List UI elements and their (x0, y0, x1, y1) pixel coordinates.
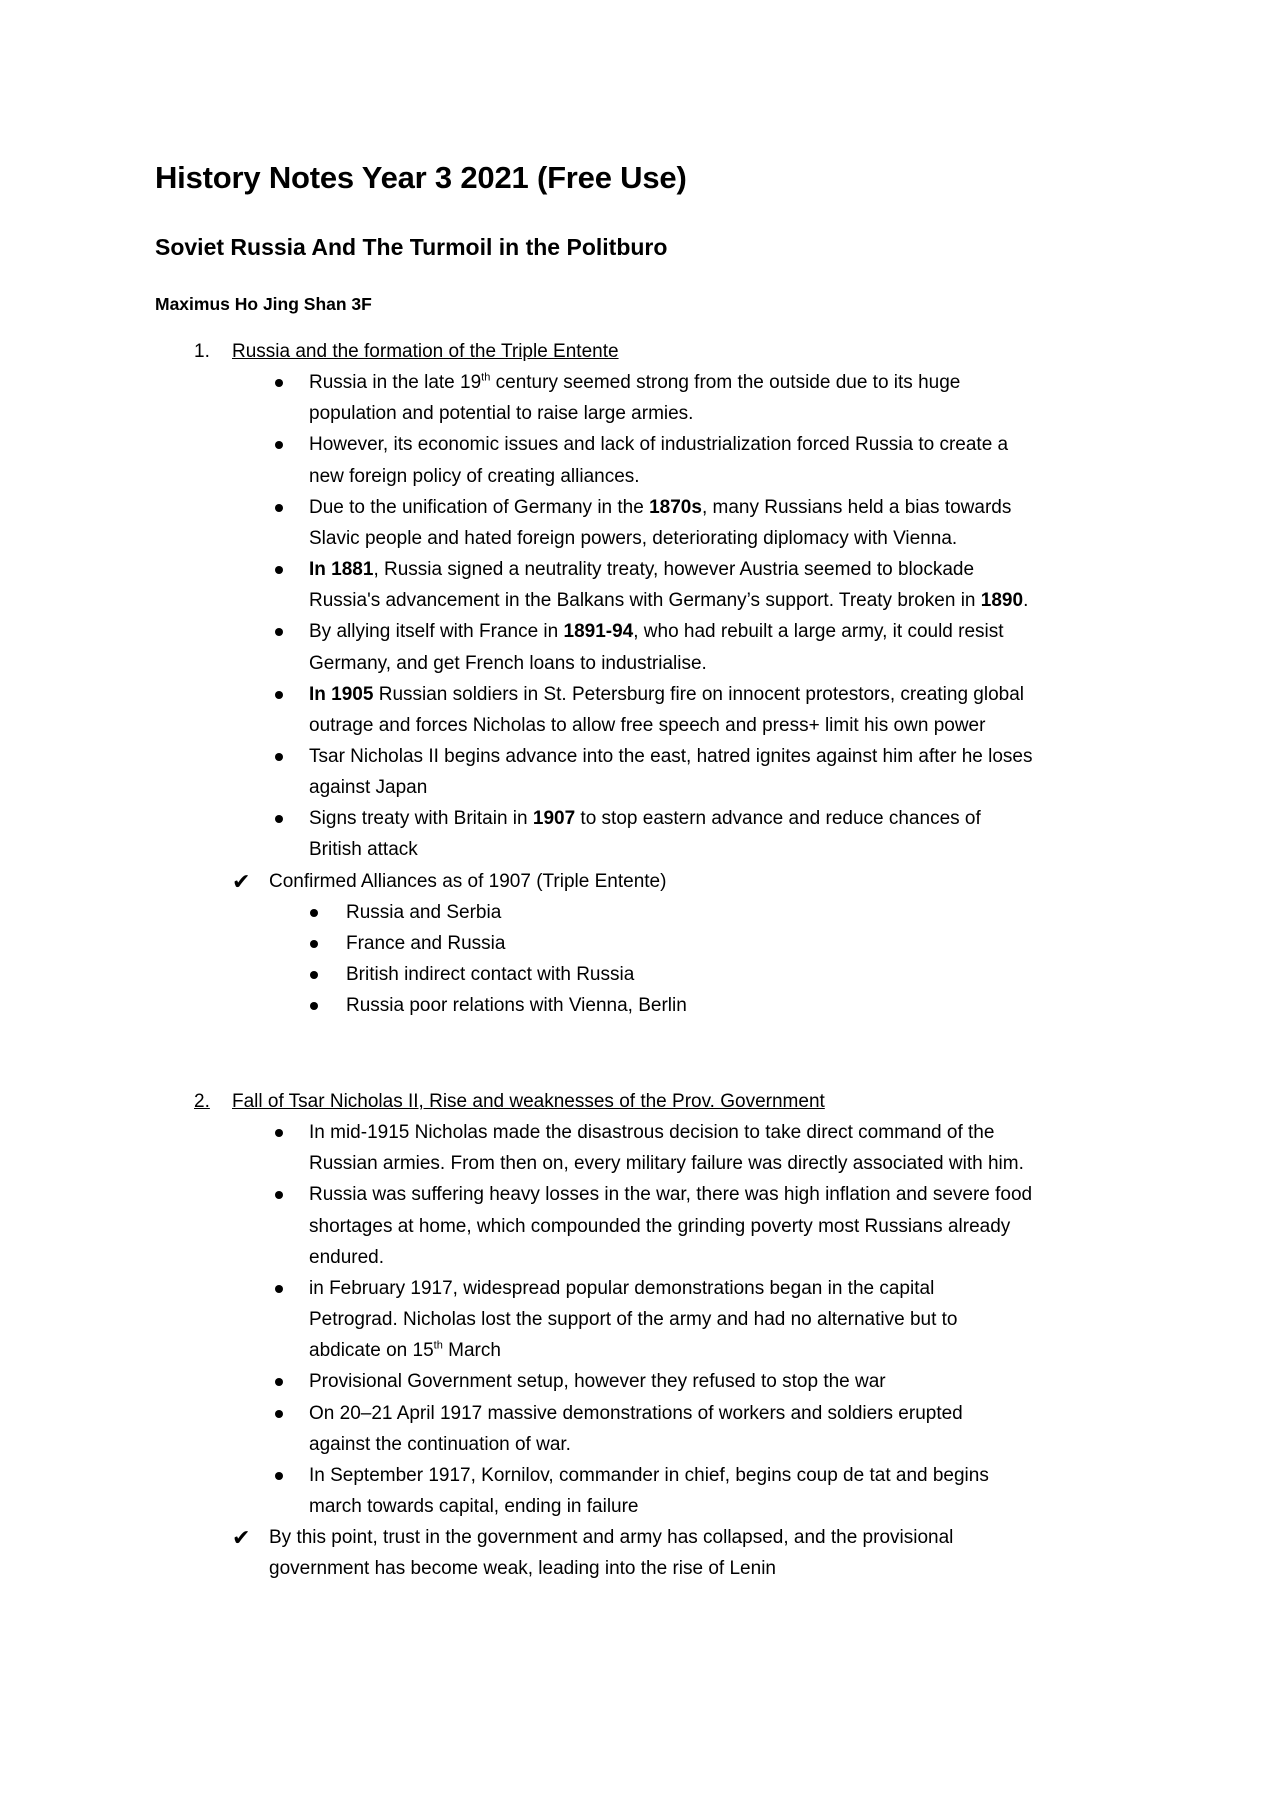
sub-bullet-item: Russia and Serbia (346, 901, 502, 923)
checkmark-icon: ✔ (232, 1525, 251, 1551)
text-run: , who had rebuilt a large army, it could resist (633, 621, 1004, 643)
text-run: March (442, 1340, 501, 1362)
text-run: Slavic people and hated foreign powers, deteriorating diplomacy with Vienna. (309, 527, 958, 549)
text-run: Due to the unification of Germany in the (309, 496, 650, 518)
text-run: endured. (309, 1246, 385, 1268)
text-line (309, 1242, 384, 1273)
text-line (309, 648, 707, 679)
section-heading: Fall of Tsar Nicholas II, Rise and weaknesses of the Prov. Government (232, 1091, 825, 1112)
bullet-icon (275, 379, 283, 387)
bullet-icon (275, 1285, 283, 1293)
document-title: History Notes Year 3 2021 (Free Use) (155, 160, 687, 195)
text-line (309, 803, 981, 834)
text-run: population and potential to raise large armies. (309, 403, 694, 425)
bullet-icon (275, 1191, 283, 1199)
text-run: On 20–21 April 1917 massive demonstrations of workers and soldiers erupted (309, 1402, 963, 1424)
text-line (309, 1335, 501, 1366)
text-run: new foreign policy of creating alliances. (309, 465, 640, 487)
text-line (309, 1179, 1032, 1210)
text-line (269, 1522, 953, 1553)
bold-run: In 1881 (309, 559, 374, 581)
bullet-icon (275, 815, 283, 823)
text-line (309, 679, 1024, 710)
text-line (309, 1211, 1010, 1242)
document-subtitle: Soviet Russia And The Turmoil in the Politburo (155, 234, 668, 260)
text-run: shortages at home, which compounded the grinding poverty most Russians already (309, 1215, 1011, 1237)
author-line: Maximus Ho Jing Shan 3F (155, 294, 372, 314)
bold-run: 1891-94 (563, 621, 634, 643)
bullet-icon (275, 753, 283, 761)
text-line (309, 1366, 886, 1397)
bullet-icon (275, 1378, 283, 1386)
sub-bullet-item: Russia poor relations with Vienna, Berlin (346, 995, 687, 1017)
superscript: th (481, 371, 491, 384)
text-line (309, 1117, 994, 1148)
text-line (309, 398, 693, 429)
text-run: Petrograd. Nicholas lost the support of the army and had no alternative but to (309, 1309, 958, 1331)
bold-run: In 1905 (309, 683, 374, 705)
bold-run: 1907 (532, 808, 576, 830)
superscript: th (433, 1339, 443, 1352)
bullet-icon (275, 628, 283, 636)
text-run: Russia was suffering heavy losses in the war, there was high inflation and severe food (309, 1184, 1033, 1206)
bullet-icon (275, 691, 283, 699)
checkmark-icon: ✔ (232, 868, 251, 894)
bullet-icon (310, 971, 318, 979)
text-line (309, 1460, 989, 1491)
text-line (309, 741, 1032, 772)
bullet-icon (310, 909, 318, 917)
text-run: Confirmed Alliances as of 1907 (Triple Entente) (269, 870, 667, 892)
bullet-icon (310, 1002, 318, 1010)
text-line (309, 1429, 571, 1460)
bullet-icon (275, 441, 283, 449)
text-line (309, 429, 1008, 460)
text-line (309, 1491, 639, 1522)
text-run: By allying itself with France in (309, 621, 564, 643)
text-run: government has become weak, leading into the rise of Lenin (269, 1558, 776, 1580)
text-line (309, 1148, 1024, 1179)
section-number: 1. (194, 341, 210, 362)
text-run: against Japan (309, 777, 428, 799)
text-line (309, 772, 427, 803)
text-line (269, 1553, 776, 1584)
section-heading: Russia and the formation of the Triple Entente (232, 341, 619, 362)
text-line (309, 523, 957, 554)
text-line (309, 616, 1004, 647)
text-run: outrage and forces Nicholas to allow free speech and press+ limit his own power (309, 714, 986, 736)
text-run: By this point, trust in the government and army has collapsed, and the provisional (269, 1527, 954, 1549)
text-line (309, 710, 985, 741)
text-run: Russian soldiers in St. Petersburg fire on innocent protestors, creating global (373, 683, 1025, 705)
text-run: march towards capital, ending in failure (309, 1495, 639, 1517)
text-run: , many Russians held a bias towards (701, 496, 1012, 518)
text-run: . (1023, 590, 1029, 612)
text-run: British attack (309, 839, 418, 861)
text-run: , Russia signed a neutrality treaty, however Austria seemed to blockade (373, 559, 975, 581)
text-line (309, 585, 1028, 616)
sub-bullet-item: France and Russia (346, 932, 506, 954)
text-line (309, 492, 1011, 523)
text-line (269, 866, 666, 897)
text-run: in February 1917, widespread popular demonstrations began in the capital (309, 1277, 935, 1299)
text-line (309, 1304, 958, 1335)
text-line (309, 834, 418, 865)
text-run: In mid-1915 Nicholas made the disastrous decision to take direct command of the (309, 1122, 995, 1144)
text-line (309, 554, 974, 585)
text-run: Provisional Government setup, however they refused to stop the war (309, 1371, 886, 1393)
text-run: In September 1917, Kornilov, commander in chief, begins coup de tat and begins (309, 1464, 989, 1486)
bullet-icon (275, 566, 283, 574)
text-run: century seemed strong from the outside due to its huge (490, 372, 961, 394)
sub-bullet-item: British indirect contact with Russia (346, 964, 635, 985)
text-run: to stop eastern advance and reduce chances of (575, 808, 981, 830)
text-run: against the continuation of war. (309, 1433, 571, 1455)
section-number: 2. (194, 1091, 210, 1112)
bullet-icon (275, 1472, 283, 1480)
text-run: abdicate on 15 (309, 1340, 434, 1362)
text-run: Russian armies. From then on, every military failure was directly associated with him. (309, 1153, 1024, 1175)
bold-run: 1870s (649, 496, 702, 518)
text-run: Germany, and get French loans to industrialise. (309, 652, 707, 674)
text-run: Russia in the late 19 (309, 372, 482, 394)
text-line (309, 1273, 934, 1304)
text-line (309, 461, 640, 492)
bullet-icon (275, 504, 283, 512)
text-line (309, 1398, 963, 1429)
bullet-icon (275, 1410, 283, 1418)
bold-run: 1890 (980, 590, 1024, 612)
text-line (309, 367, 960, 398)
text-run: Russia's advancement in the Balkans with Germany’s support. Treaty broken in (309, 590, 981, 612)
text-run: Signs treaty with Britain in (309, 808, 533, 830)
bullet-icon (275, 1129, 283, 1137)
text-run: Tsar Nicholas II begins advance into the east, hatred ignites against him after he loses (309, 745, 1033, 767)
bullet-icon (310, 940, 318, 948)
text-run: However, its economic issues and lack of industrialization forced Russia to create a (309, 434, 1009, 456)
